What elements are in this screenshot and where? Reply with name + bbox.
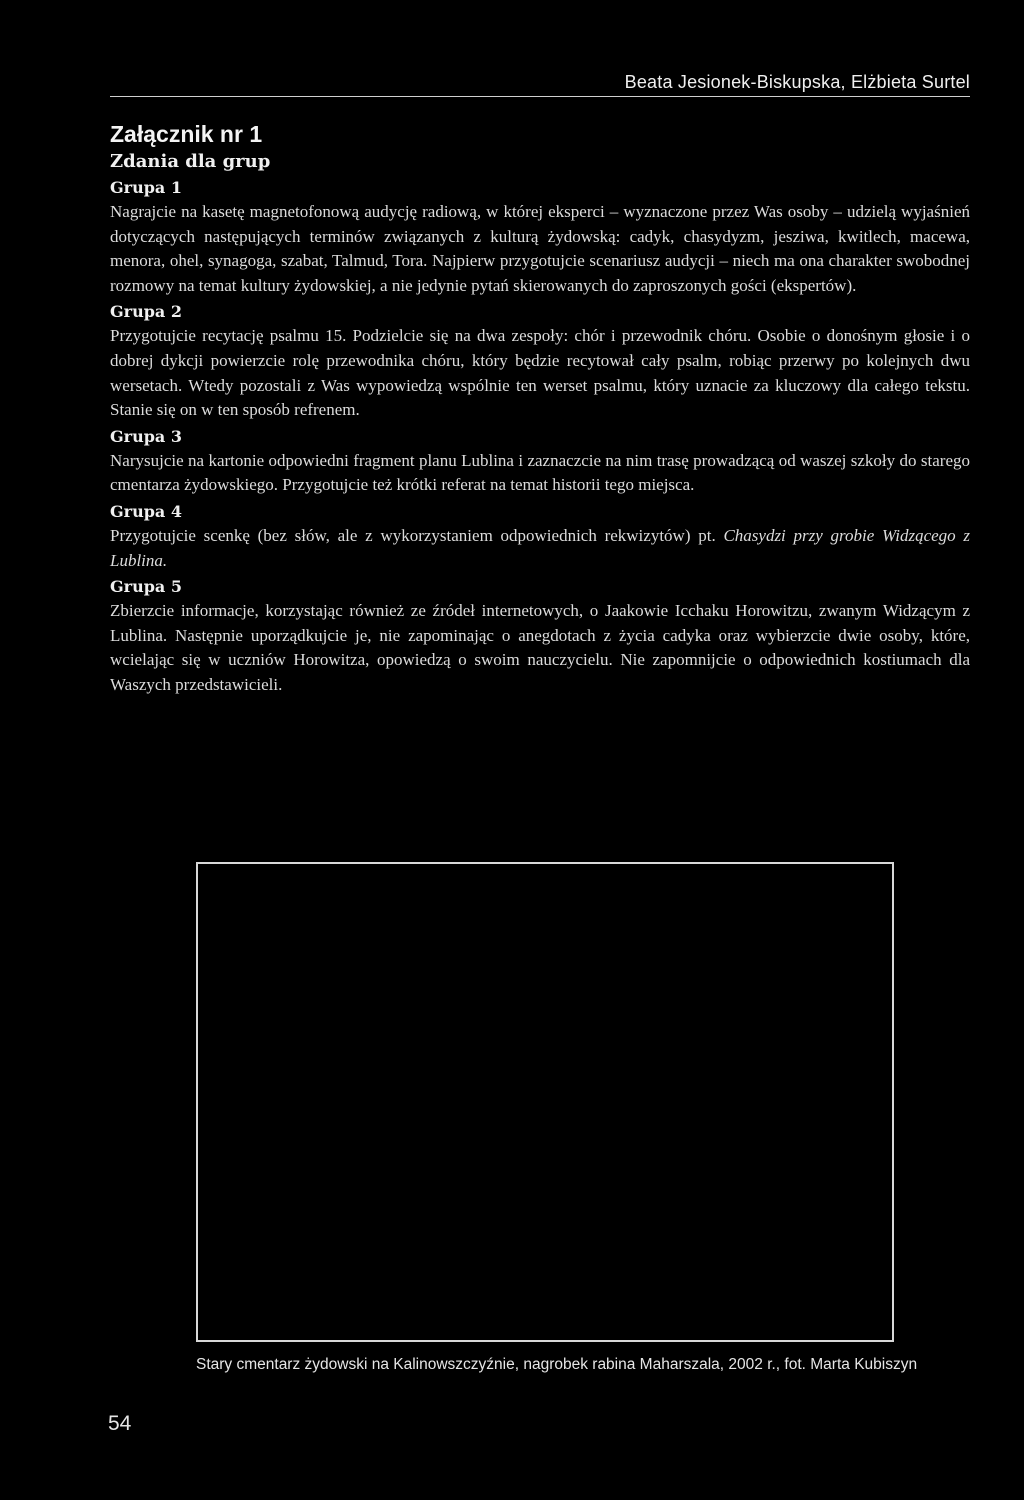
group-4-text-plain: Przygotujcie scenkę (bez słów, ale z wykorzystaniem odpowiednich rekwizytów) pt. [110,525,716,545]
appendix-subtitle: Zdania dla grup [110,151,271,172]
group-4-title: Grupa 4 [110,501,182,521]
group-1-text: Nagrajcie na kasetę magnetofonową audycję radiową, w której eksperci – wyznaczone przez Was osoby – udzielą wyjaśnień dotyczących następujących terminów związanych z kulturą żydowską: cadyk, chasydyzm, jesziwa, kwitlech, macewa, menora, ohel, synagoga, szabat, Talmud, Tora. Najpierw przygotujcie scenariusz audycji – niech ma ona charakter swobodnej rozmowy na temat kultury żydowskiej, a nie jedynie pytań skierowanych do zaproszonych gości (ekspertów). [110,202,970,295]
group-1-title: Grupa 1 [110,178,182,197]
appendix-content [110,120,970,699]
group-4-scene-title: Chasydzi przy grobie Widzącego z Lublina. [110,525,971,570]
photo-caption: Stary cmentarz żydowski na Kalinowszczyźnie, nagrobek rabina Maharszala, 2002 r., fot. Marta Kubiszyn [196,1356,918,1373]
header-rule [110,96,970,97]
group-3-title: Grupa 3 [110,426,182,446]
photo-frame [196,862,894,1342]
group-5-text: Zbierzcie informacje, korzystając również ze źródeł internetowych, o Jaakowie Icchaku Horowitzu, zwanym Widzącym z Lublina. Następnie uporządkujcie je, nie zapominając o anegdotach z życia cadyka oraz wybierzcie dwie osoby, które, wcielając się w uczniów Horowitza, opowiedzą o swoim nauczycielu. Nie zapomnijcie o odpowiednich kostiumach dla Waszych przedstawicieli. [110,601,970,694]
group-5-title: Grupa 5 [110,577,182,597]
group-2-title: Grupa 2 [110,302,182,322]
page-number: 54 [108,1412,132,1435]
appendix-title: Załącznik nr 1 [110,121,263,147]
group-2-text: Przygotujcie recytację psalmu 15. Podzielcie się na dwa zespoły: chór i przewodnik chóru. Osobie o donośnym głosie i o dobrej dykcji powierzcie rolę przewodnika chóru, który będzie recytował cały psalm, robiąc przerwy po kolejnych dwu wersetach. Wtedy pozostali z Was wypowiedzą wspólnie ten werset psalmu, który uznacie za kluczowy dla całego tekstu. Stanie się on w ten sposób refrenem. [110,326,970,420]
group-4-text [110,524,970,573]
group-3-text: Narysujcie na kartonie odpowiedni fragment planu Lublina i zaznaczcie na nim trasę prowadzącą od waszej szkoły do starego cmentarza żydowskiego. Przygotujcie też krótki referat na temat historii tego miejsca. [110,450,970,495]
cemetery-photo [198,864,892,1340]
running-header-authors: Beata Jesionek-Biskupska, Elżbieta Surtel [624,72,970,92]
